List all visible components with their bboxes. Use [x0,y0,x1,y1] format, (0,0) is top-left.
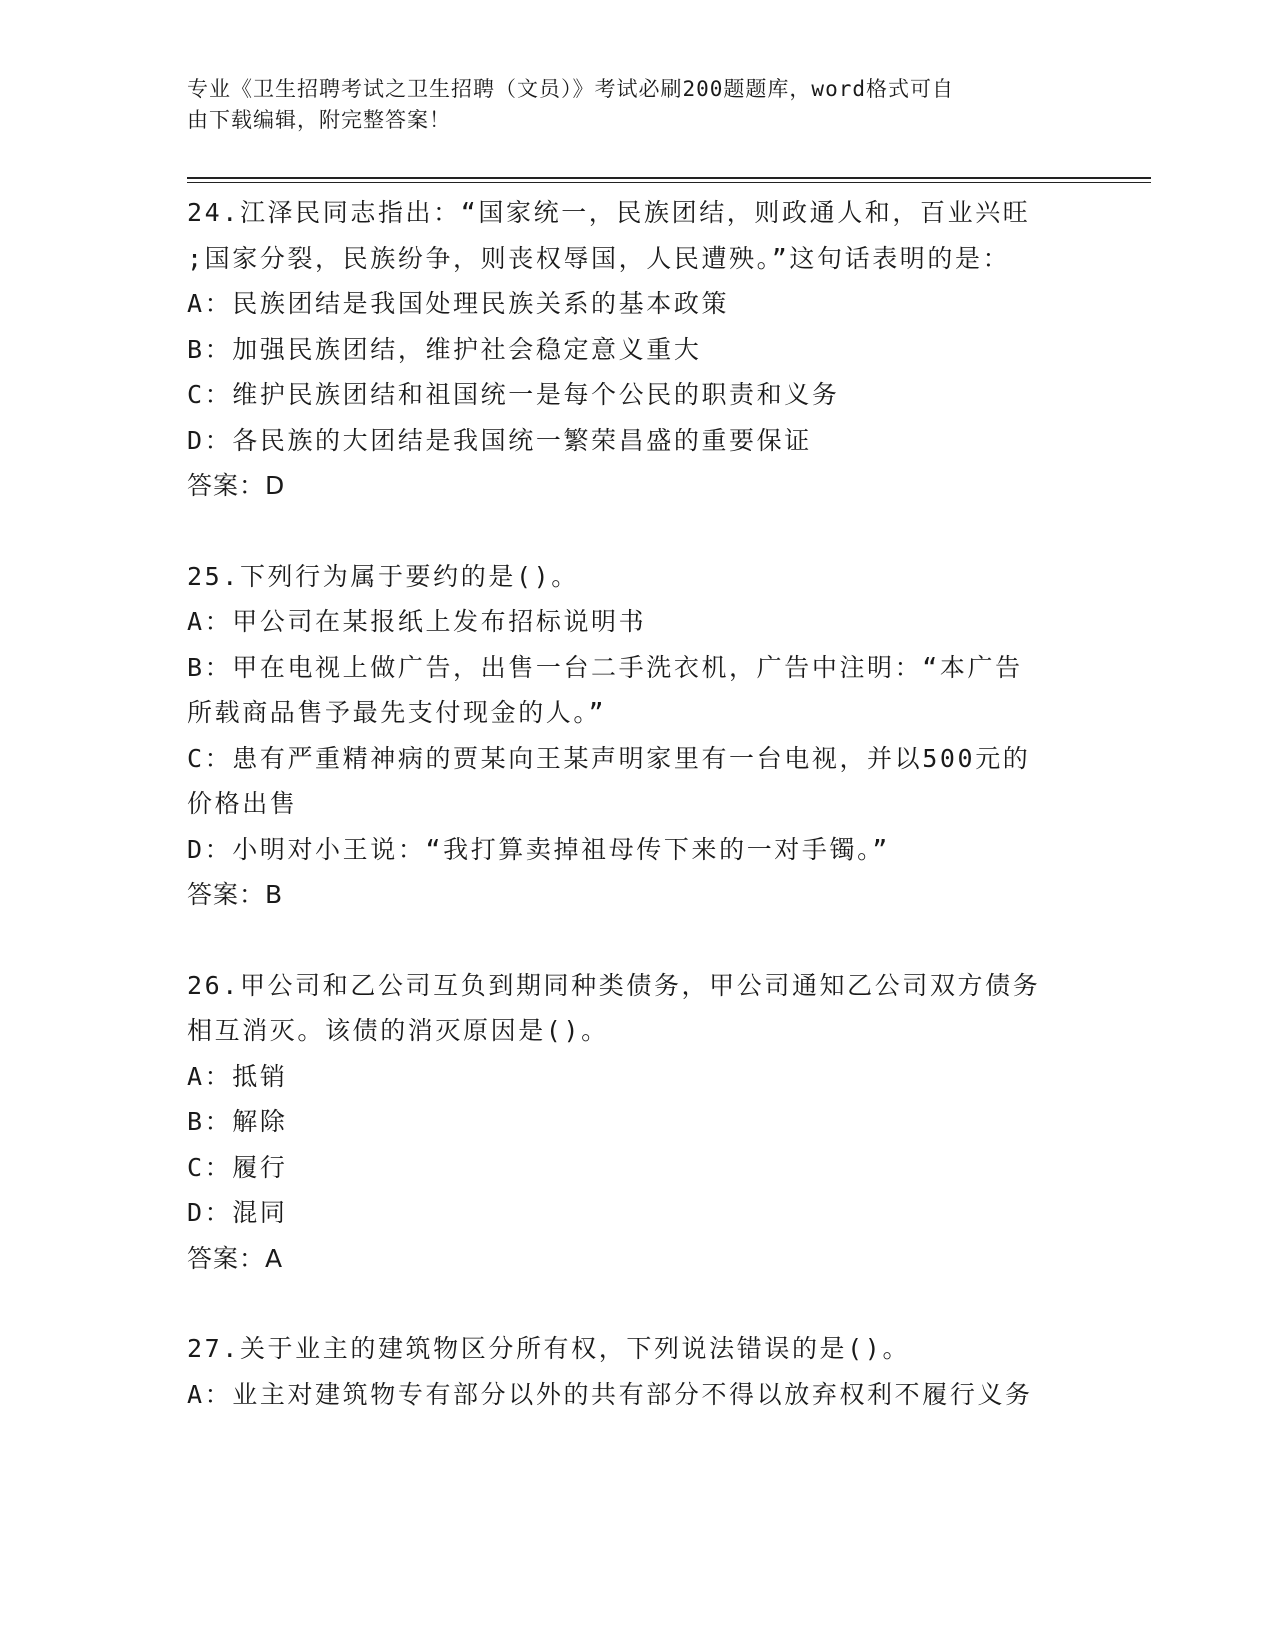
question-24 [187,190,1087,509]
header-divider-thin [187,182,1151,183]
option-b: B：解除 [187,1107,288,1136]
option-b: B：甲在电视上做广告，出售一台二手洗衣机，广告中注明：“本广告 [187,652,1023,682]
option-d: D：混同 [187,1198,288,1227]
option-c-continued: 价格出售 [187,789,298,818]
answer-text: 答案：A [187,1243,284,1273]
question-25 [187,554,1087,918]
option-a: A：业主对建筑物专有部分以外的共有部分不得以放弃权利不履行义务 [187,1379,1033,1409]
question-stem-line: 27.关于业主的建筑物区分所有权，下列说法错误的是()。 [187,1334,911,1363]
question-stem-line: 26.甲公司和乙公司互负到期同种类债务，甲公司通知乙公司双方债务 [187,970,1041,1000]
question-stem-line: 相互消灭。该债的消灭原因是()。 [187,1016,609,1045]
option-a: A：民族团结是我国处理民族关系的基本政策 [187,289,730,318]
header-line: 由下载编辑，附完整答案！ [187,108,451,132]
question-26 [187,963,1087,1282]
document-header [187,74,1077,136]
option-a: A：抵销 [187,1061,288,1091]
option-a: A：甲公司在某报纸上发布招标说明书 [187,607,647,636]
option-c: C：履行 [187,1152,288,1182]
question-stem-line: 25.下列行为属于要约的是()。 [187,561,579,591]
question-stem-line: ;国家分裂，民族纷争，则丧权辱国，人民遭殃。”这句话表明的是： [187,243,1011,273]
option-c: C：维护民族团结和祖国统一是每个公民的职责和义务 [187,380,840,409]
option-d: D：小明对小王说：“我打算卖掉祖母传下来的一对手镯。” [187,834,890,864]
question-stem-line: 24.江泽民同志指出：“国家统一，民族团结，则政通人和，百业兴旺 [187,198,1031,227]
header-line: 专业《卫生招聘考试之卫生招聘（文员）》考试必刷200题题库，word格式可自 [187,77,954,101]
question-27 [187,1326,1087,1417]
header-divider [187,177,1151,179]
answer-text: 答案：D [187,471,286,500]
option-d: D：各民族的大团结是我国统一繁荣昌盛的重要保证 [187,425,812,455]
option-b: B：加强民族团结，维护社会稳定意义重大 [187,334,702,364]
answer-text: 答案：B [187,880,284,909]
option-b-continued: 所载商品售予最先支付现金的人。” [187,698,607,727]
question-list [187,190,1087,1462]
option-c: C：患有严重精神病的贾某向王某声明家里有一台电视，并以500元的 [187,743,1031,773]
